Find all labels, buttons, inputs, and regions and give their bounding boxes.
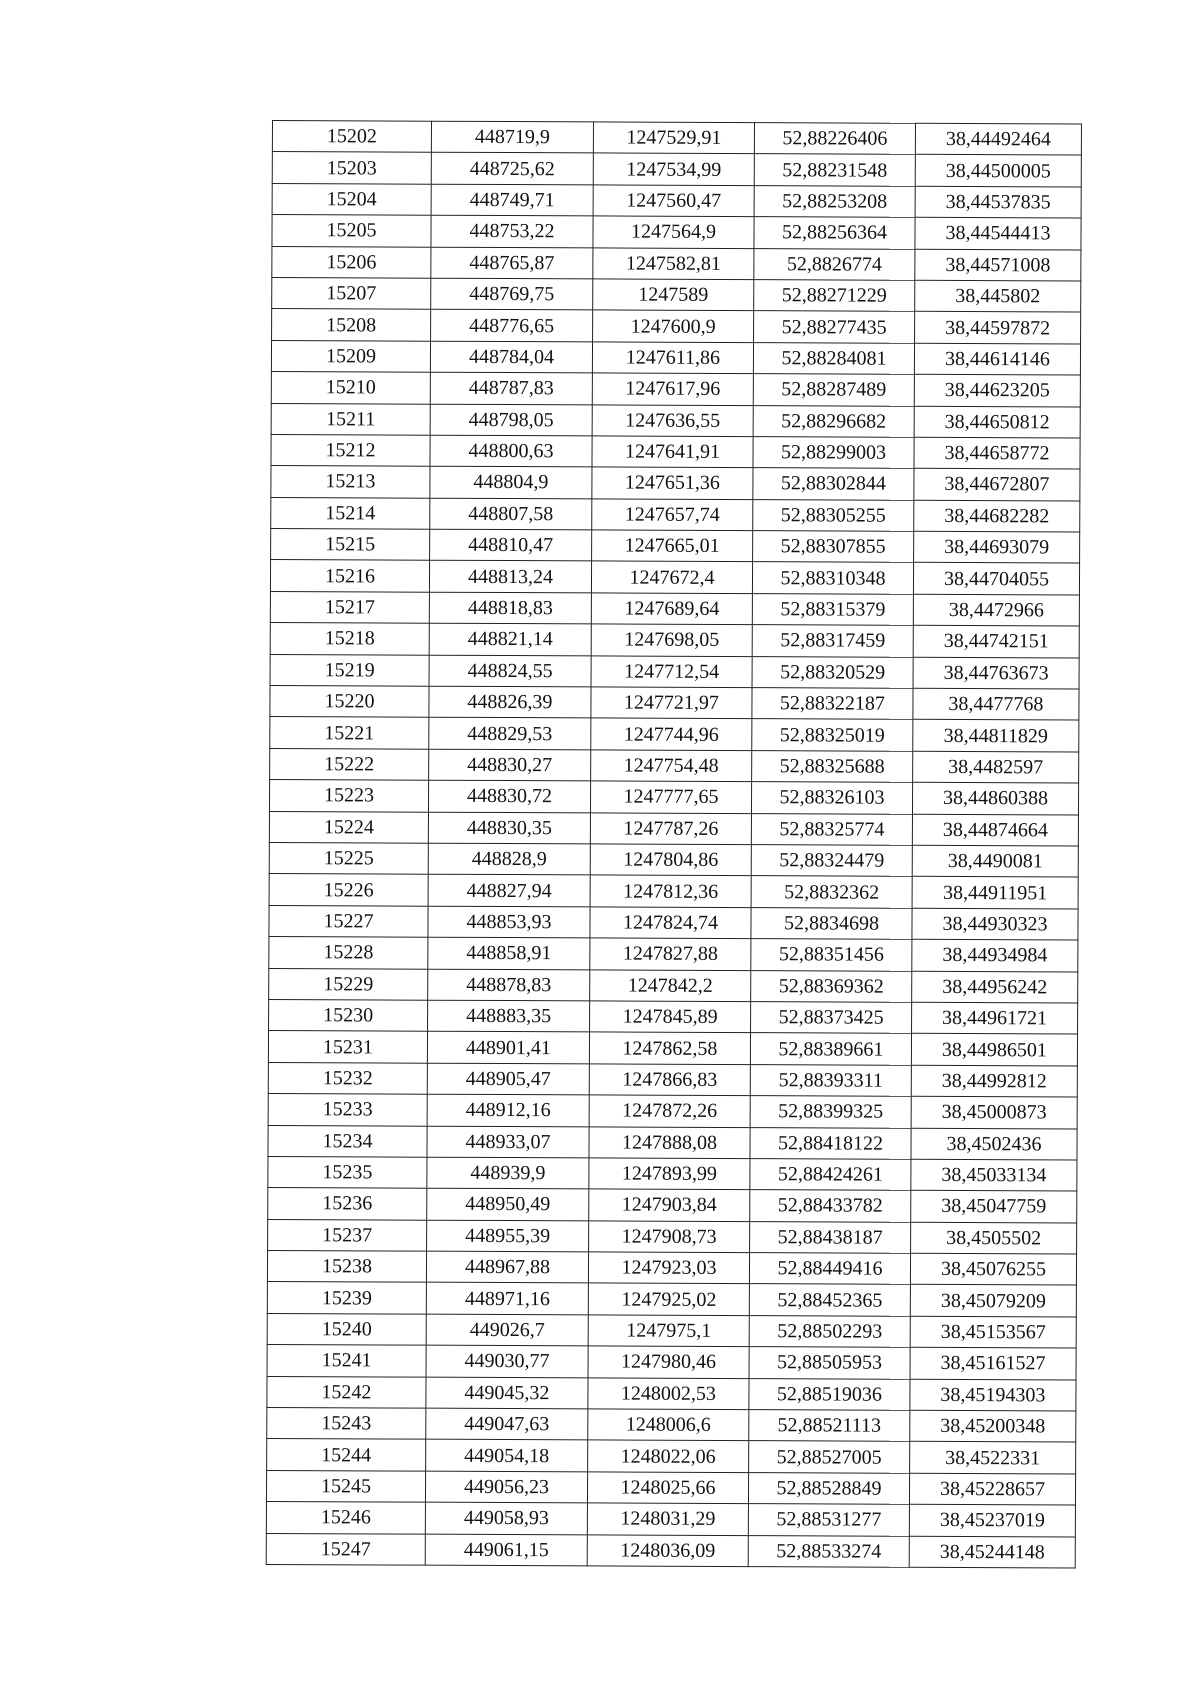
latitude-cell: 52,88389661 [750, 1033, 911, 1065]
longitude-cell: 38,4505502 [911, 1222, 1077, 1254]
x-coordinate-cell: 448800,63 [430, 435, 592, 467]
point-number-cell: 15227 [269, 905, 428, 937]
x-coordinate-cell: 448787,83 [430, 372, 592, 404]
point-number-cell: 15208 [272, 309, 431, 341]
latitude-cell: 52,88317459 [752, 625, 913, 657]
point-number-cell: 15245 [266, 1470, 425, 1502]
longitude-cell: 38,4502436 [911, 1128, 1077, 1160]
table-row [271, 340, 1080, 375]
latitude-cell: 52,88324479 [751, 845, 912, 877]
point-number-cell: 15206 [272, 246, 431, 278]
y-coordinate-cell: 1247657,74 [592, 499, 753, 531]
point-number-cell: 15223 [269, 780, 428, 812]
latitude-cell: 52,8826774 [754, 248, 915, 280]
x-coordinate-cell: 448939,9 [427, 1157, 589, 1189]
latitude-cell: 52,88351456 [751, 939, 912, 971]
point-number-cell: 15211 [271, 403, 430, 435]
longitude-cell: 38,45047759 [911, 1191, 1077, 1223]
latitude-cell: 52,88519036 [749, 1378, 910, 1410]
table-row [271, 372, 1080, 407]
table-row [268, 1125, 1077, 1160]
longitude-cell: 38,45079209 [910, 1285, 1076, 1317]
table-row [270, 560, 1079, 595]
latitude-cell: 52,88296682 [753, 405, 914, 437]
x-coordinate-cell: 448912,16 [427, 1094, 589, 1126]
x-coordinate-cell: 448905,47 [427, 1063, 589, 1095]
x-coordinate-cell: 448828,9 [428, 843, 590, 875]
x-coordinate-cell: 448950,49 [427, 1188, 589, 1220]
x-coordinate-cell: 448753,22 [431, 215, 593, 247]
table-row [267, 1345, 1076, 1380]
y-coordinate-cell: 1247903,84 [589, 1189, 750, 1221]
table-row [269, 999, 1078, 1034]
x-coordinate-cell: 448749,71 [431, 184, 593, 216]
latitude-cell: 52,88399325 [750, 1096, 911, 1128]
latitude-cell: 52,88315379 [752, 593, 913, 625]
x-coordinate-cell: 448853,93 [428, 906, 590, 938]
longitude-cell: 38,45153567 [910, 1316, 1076, 1348]
table-row [270, 748, 1079, 783]
table-row [268, 1031, 1077, 1066]
table-row [272, 121, 1081, 156]
point-number-cell: 15230 [269, 999, 428, 1031]
y-coordinate-cell: 1247872,26 [589, 1095, 750, 1127]
y-coordinate-cell: 1247812,36 [590, 875, 751, 907]
latitude-cell: 52,88256364 [754, 217, 915, 249]
y-coordinate-cell: 1247980,46 [588, 1346, 749, 1378]
longitude-cell: 38,445802 [915, 280, 1081, 312]
point-number-cell: 15216 [270, 560, 429, 592]
table-row [266, 1502, 1075, 1537]
longitude-cell: 38,45194303 [910, 1379, 1076, 1411]
y-coordinate-cell: 1248031,29 [587, 1503, 748, 1535]
table-row [269, 842, 1078, 877]
latitude-cell: 52,88527005 [749, 1441, 910, 1473]
latitude-cell: 52,88287489 [753, 374, 914, 406]
y-coordinate-cell: 1247804,86 [590, 844, 751, 876]
table-row [267, 1439, 1076, 1474]
table-row [267, 1251, 1076, 1286]
longitude-cell: 38,44961721 [912, 1002, 1078, 1034]
point-number-cell: 15243 [267, 1408, 426, 1440]
x-coordinate-cell: 448883,35 [428, 1000, 590, 1032]
table-row [270, 717, 1079, 752]
y-coordinate-cell: 1247600,9 [593, 310, 754, 342]
point-number-cell: 15224 [269, 811, 428, 843]
longitude-cell: 38,44658772 [914, 437, 1080, 469]
x-coordinate-cell: 449047,63 [426, 1408, 588, 1440]
point-number-cell: 15217 [270, 591, 429, 623]
point-number-cell: 15232 [268, 1062, 427, 1094]
x-coordinate-cell: 448824,55 [429, 655, 591, 687]
table-row [268, 1219, 1077, 1254]
table-row [269, 874, 1078, 909]
y-coordinate-cell: 1247824,74 [590, 907, 751, 939]
table-row [267, 1313, 1076, 1348]
point-number-cell: 15231 [268, 1031, 427, 1063]
table-row [271, 466, 1080, 501]
x-coordinate-cell: 448933,07 [427, 1126, 589, 1158]
longitude-cell: 38,44650812 [914, 406, 1080, 438]
latitude-cell: 52,88418122 [750, 1127, 911, 1159]
y-coordinate-cell: 1247866,83 [589, 1064, 750, 1096]
x-coordinate-cell: 448807,58 [430, 498, 592, 530]
x-coordinate-cell: 448818,83 [429, 592, 591, 624]
longitude-cell: 38,44597872 [915, 312, 1081, 344]
longitude-cell: 38,45161527 [910, 1348, 1076, 1380]
latitude-cell: 52,88320529 [752, 656, 913, 688]
longitude-cell: 38,4472966 [913, 594, 1079, 626]
x-coordinate-cell: 449056,23 [425, 1471, 587, 1503]
x-coordinate-cell: 448813,24 [429, 561, 591, 593]
x-coordinate-cell: 448901,41 [427, 1032, 589, 1064]
longitude-cell: 38,44934984 [912, 939, 1078, 971]
latitude-cell: 52,88502293 [749, 1315, 910, 1347]
y-coordinate-cell: 1247617,96 [592, 373, 753, 405]
point-number-cell: 15241 [267, 1345, 426, 1377]
point-number-cell: 15221 [270, 717, 429, 749]
table-row [269, 811, 1078, 846]
y-coordinate-cell: 1247975,1 [588, 1315, 749, 1347]
coordinates-table-body [266, 121, 1081, 1568]
latitude-cell: 52,88528849 [748, 1472, 909, 1504]
point-number-cell: 15242 [267, 1376, 426, 1408]
longitude-cell: 38,44956242 [912, 971, 1078, 1003]
latitude-cell: 52,88305255 [753, 499, 914, 531]
x-coordinate-cell: 448830,35 [428, 812, 590, 844]
longitude-cell: 38,44571008 [915, 249, 1081, 281]
latitude-cell: 52,88307855 [753, 531, 914, 563]
x-coordinate-cell: 448719,9 [431, 121, 593, 153]
x-coordinate-cell: 449030,77 [426, 1345, 588, 1377]
table-row [272, 277, 1081, 312]
latitude-cell: 52,88226406 [754, 123, 915, 155]
latitude-cell: 52,88277435 [754, 311, 915, 343]
longitude-cell: 38,44704055 [913, 563, 1079, 595]
x-coordinate-cell: 449045,32 [426, 1377, 588, 1409]
point-number-cell: 15240 [267, 1313, 426, 1345]
point-number-cell: 15247 [266, 1533, 425, 1565]
y-coordinate-cell: 1247560,47 [593, 185, 754, 217]
table-row [268, 1062, 1077, 1097]
x-coordinate-cell: 448769,75 [431, 278, 593, 310]
y-coordinate-cell: 1247893,99 [589, 1158, 750, 1190]
point-number-cell: 15233 [268, 1094, 427, 1126]
y-coordinate-cell: 1248006,6 [588, 1409, 749, 1441]
x-coordinate-cell: 448971,16 [426, 1283, 588, 1315]
y-coordinate-cell: 1247534,99 [593, 153, 754, 185]
latitude-cell: 52,88284081 [753, 342, 914, 374]
point-number-cell: 15244 [267, 1439, 426, 1471]
point-number-cell: 15202 [272, 121, 431, 153]
point-number-cell: 15235 [268, 1156, 427, 1188]
latitude-cell: 52,88533274 [748, 1535, 909, 1567]
y-coordinate-cell: 1247842,2 [590, 969, 751, 1001]
x-coordinate-cell: 448810,47 [430, 529, 592, 561]
y-coordinate-cell: 1247665,01 [592, 530, 753, 562]
longitude-cell: 38,44544413 [915, 217, 1081, 249]
x-coordinate-cell: 448967,88 [426, 1251, 588, 1283]
x-coordinate-cell: 449026,7 [426, 1314, 588, 1346]
table-row [271, 434, 1080, 469]
table-row [269, 968, 1078, 1003]
longitude-cell: 38,44500005 [915, 155, 1081, 187]
longitude-cell: 38,44623205 [914, 374, 1080, 406]
point-number-cell: 15238 [267, 1251, 426, 1283]
y-coordinate-cell: 1247651,36 [592, 467, 753, 499]
x-coordinate-cell: 448830,72 [428, 780, 590, 812]
y-coordinate-cell: 1247712,54 [591, 656, 752, 688]
x-coordinate-cell: 448858,91 [428, 937, 590, 969]
point-number-cell: 15219 [270, 654, 429, 686]
y-coordinate-cell: 1247582,81 [593, 247, 754, 279]
point-number-cell: 15246 [266, 1502, 425, 1534]
latitude-cell: 52,88505953 [749, 1347, 910, 1379]
latitude-cell: 52,88325774 [751, 813, 912, 845]
point-number-cell: 15226 [269, 874, 428, 906]
point-number-cell: 15218 [270, 623, 429, 655]
x-coordinate-cell: 448804,9 [430, 466, 592, 498]
point-number-cell: 15228 [269, 937, 428, 969]
longitude-cell: 38,44492464 [915, 123, 1081, 155]
point-number-cell: 15207 [272, 277, 431, 309]
latitude-cell: 52,88393311 [750, 1064, 911, 1096]
x-coordinate-cell: 448826,39 [429, 686, 591, 718]
latitude-cell: 52,88452365 [749, 1284, 910, 1316]
table-row [267, 1408, 1076, 1443]
latitude-cell: 52,88271229 [754, 280, 915, 312]
table-row [272, 152, 1081, 187]
table-row [269, 780, 1078, 815]
longitude-cell: 38,45200348 [910, 1410, 1076, 1442]
y-coordinate-cell: 1247923,03 [588, 1252, 749, 1284]
table-row [272, 246, 1081, 281]
longitude-cell: 38,44811829 [913, 720, 1079, 752]
point-number-cell: 15225 [269, 842, 428, 874]
point-number-cell: 15214 [271, 497, 430, 529]
longitude-cell: 38,4482597 [913, 751, 1079, 783]
y-coordinate-cell: 1247827,88 [590, 938, 751, 970]
longitude-cell: 38,44742151 [913, 626, 1079, 658]
longitude-cell: 38,4477768 [913, 688, 1079, 720]
x-coordinate-cell: 448830,27 [429, 749, 591, 781]
point-number-cell: 15215 [271, 529, 430, 561]
latitude-cell: 52,88326103 [751, 782, 912, 814]
y-coordinate-cell: 1247611,86 [592, 342, 753, 374]
table-row [268, 1094, 1077, 1129]
x-coordinate-cell: 448829,53 [429, 718, 591, 750]
table-row [272, 309, 1081, 344]
y-coordinate-cell: 1247888,08 [589, 1126, 750, 1158]
x-coordinate-cell: 449054,18 [426, 1440, 588, 1472]
y-coordinate-cell: 1247636,55 [592, 404, 753, 436]
point-number-cell: 15236 [268, 1188, 427, 1220]
longitude-cell: 38,45000873 [911, 1096, 1077, 1128]
table-row [271, 497, 1080, 532]
longitude-cell: 38,44860388 [912, 783, 1078, 815]
y-coordinate-cell: 1248036,09 [587, 1534, 748, 1566]
point-number-cell: 15205 [272, 215, 431, 247]
latitude-cell: 52,88433782 [750, 1190, 911, 1222]
x-coordinate-cell: 448776,65 [431, 310, 593, 342]
y-coordinate-cell: 1247689,64 [591, 593, 752, 625]
longitude-cell: 38,4522331 [910, 1442, 1076, 1474]
y-coordinate-cell: 1247754,48 [591, 750, 752, 782]
point-number-cell: 15229 [269, 968, 428, 1000]
longitude-cell: 38,45244148 [909, 1536, 1075, 1568]
y-coordinate-cell: 1248002,53 [588, 1378, 749, 1410]
latitude-cell: 52,88373425 [751, 1002, 912, 1034]
x-coordinate-cell: 448725,62 [431, 153, 593, 185]
longitude-cell: 38,44992812 [911, 1065, 1077, 1097]
table-row [270, 654, 1079, 689]
table-row [270, 686, 1079, 721]
table-row [272, 183, 1081, 218]
latitude-cell: 52,88322187 [752, 688, 913, 720]
latitude-cell: 52,88521113 [749, 1410, 910, 1442]
table-row [269, 937, 1078, 972]
longitude-cell: 38,45033134 [911, 1159, 1077, 1191]
point-number-cell: 15210 [271, 372, 430, 404]
table-row [268, 1188, 1077, 1223]
x-coordinate-cell: 448878,83 [428, 969, 590, 1001]
latitude-cell: 52,88325688 [752, 750, 913, 782]
longitude-cell: 38,44911951 [912, 877, 1078, 909]
latitude-cell: 52,88310348 [752, 562, 913, 594]
table-row [270, 623, 1079, 658]
x-coordinate-cell: 449061,15 [425, 1534, 587, 1566]
longitude-cell: 38,45237019 [909, 1504, 1075, 1536]
table-row [266, 1533, 1075, 1568]
table-row [270, 591, 1079, 626]
latitude-cell: 52,88449416 [749, 1253, 910, 1285]
longitude-cell: 38,44693079 [914, 531, 1080, 563]
longitude-cell: 38,44614146 [914, 343, 1080, 375]
table-row [266, 1470, 1075, 1505]
x-coordinate-cell: 449058,93 [425, 1502, 587, 1534]
y-coordinate-cell: 1247744,96 [591, 718, 752, 750]
table-row [271, 403, 1080, 438]
latitude-cell: 52,88325019 [752, 719, 913, 751]
y-coordinate-cell: 1247721,97 [591, 687, 752, 719]
y-coordinate-cell: 1248022,06 [588, 1440, 749, 1472]
table-row [267, 1282, 1076, 1317]
x-coordinate-cell: 448784,04 [430, 341, 592, 373]
y-coordinate-cell: 1247908,73 [589, 1221, 750, 1253]
latitude-cell: 52,88231548 [754, 154, 915, 186]
point-number-cell: 15203 [272, 152, 431, 184]
point-number-cell: 15212 [271, 434, 430, 466]
y-coordinate-cell: 1247925,02 [588, 1283, 749, 1315]
longitude-cell: 38,44986501 [911, 1034, 1077, 1066]
y-coordinate-cell: 1248025,66 [587, 1472, 748, 1504]
table-row [267, 1376, 1076, 1411]
y-coordinate-cell: 1247777,65 [590, 781, 751, 813]
longitude-cell: 38,44763673 [913, 657, 1079, 689]
latitude-cell: 52,88253208 [754, 185, 915, 217]
x-coordinate-cell: 448955,39 [427, 1220, 589, 1252]
x-coordinate-cell: 448798,05 [430, 404, 592, 436]
latitude-cell: 52,88302844 [753, 468, 914, 500]
latitude-cell: 52,88531277 [748, 1504, 909, 1536]
point-number-cell: 15239 [267, 1282, 426, 1314]
y-coordinate-cell: 1247564,9 [593, 216, 754, 248]
y-coordinate-cell: 1247787,26 [590, 812, 751, 844]
latitude-cell: 52,8832362 [751, 876, 912, 908]
y-coordinate-cell: 1247862,58 [589, 1032, 750, 1064]
x-coordinate-cell: 448821,14 [429, 623, 591, 655]
longitude-cell: 38,44930323 [912, 908, 1078, 940]
point-number-cell: 15209 [271, 340, 430, 372]
table-row [269, 905, 1078, 940]
longitude-cell: 38,44537835 [915, 186, 1081, 218]
y-coordinate-cell: 1247641,91 [592, 436, 753, 468]
coordinates-table [266, 120, 1082, 1568]
longitude-cell: 38,45228657 [909, 1473, 1075, 1505]
longitude-cell: 38,4490081 [912, 845, 1078, 877]
point-number-cell: 15213 [271, 466, 430, 498]
y-coordinate-cell: 1247672,4 [591, 561, 752, 593]
y-coordinate-cell: 1247529,91 [593, 122, 754, 154]
y-coordinate-cell: 1247589 [593, 279, 754, 311]
latitude-cell: 52,88438187 [750, 1221, 911, 1253]
table-row [272, 215, 1081, 250]
x-coordinate-cell: 448765,87 [431, 247, 593, 279]
point-number-cell: 15237 [268, 1219, 427, 1251]
longitude-cell: 38,44672807 [914, 469, 1080, 501]
point-number-cell: 15222 [270, 748, 429, 780]
point-number-cell: 15234 [268, 1125, 427, 1157]
latitude-cell: 52,88424261 [750, 1158, 911, 1190]
y-coordinate-cell: 1247845,89 [590, 1001, 751, 1033]
latitude-cell: 52,88299003 [753, 437, 914, 469]
table-row [268, 1156, 1077, 1191]
point-number-cell: 15220 [270, 686, 429, 718]
x-coordinate-cell: 448827,94 [428, 875, 590, 907]
table-row [271, 529, 1080, 564]
longitude-cell: 38,44682282 [914, 500, 1080, 532]
longitude-cell: 38,45076255 [910, 1253, 1076, 1285]
y-coordinate-cell: 1247698,05 [591, 624, 752, 656]
longitude-cell: 38,44874664 [912, 814, 1078, 846]
point-number-cell: 15204 [272, 183, 431, 215]
latitude-cell: 52,8834698 [751, 907, 912, 939]
latitude-cell: 52,88369362 [751, 970, 912, 1002]
